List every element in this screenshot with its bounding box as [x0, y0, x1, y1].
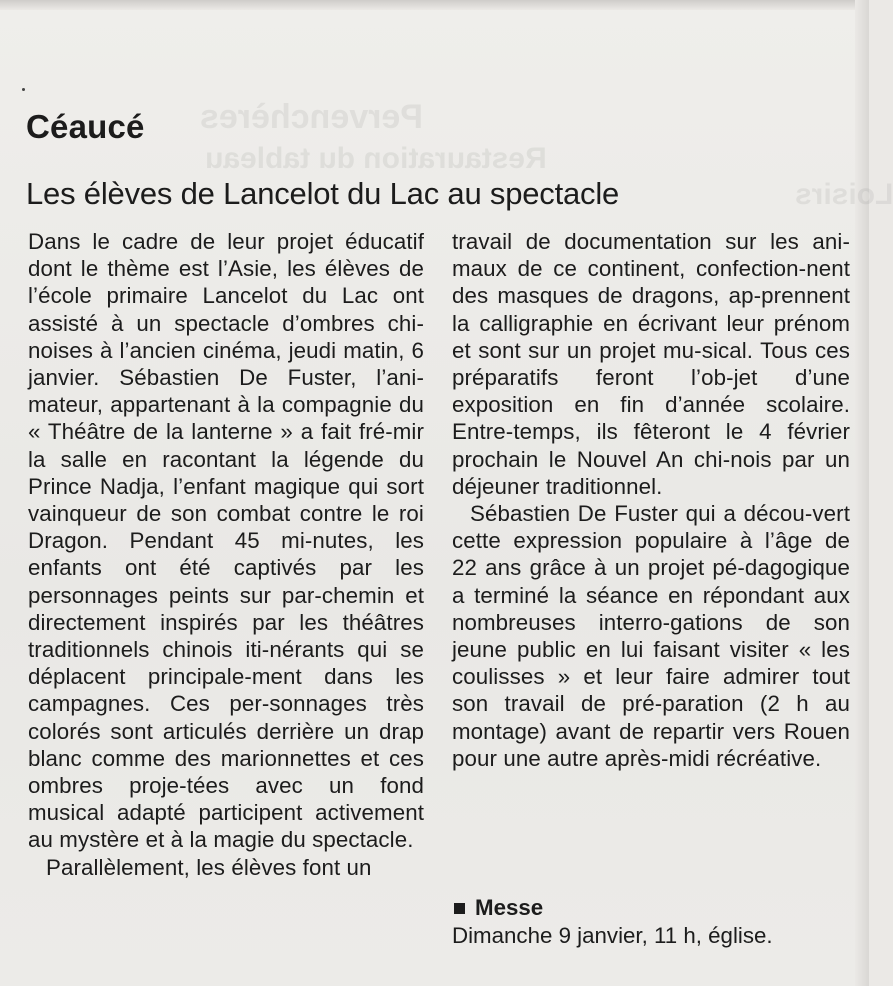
notice-box	[452, 894, 850, 950]
locality-heading: Céaucé	[26, 108, 145, 145]
article-paragraph: Sébastien De Fuster qui a décou-vert cette expression populaire à l’âge de 22 ans grâce à un projet pé-dagogique a terminé la séance en répondant aux nombreuses interro-gations de son jeune public en lui faisant visiter « les coulisses » et leur faire admirer tout son travail de pré-paration (2 h au montage) avant de repartir vers Rouen pour une autre après-midi récréative.	[452, 501, 850, 771]
bleed-through-text: Pervenchères	[200, 98, 424, 136]
scan-edge-right	[855, 0, 869, 986]
bleed-through-text: Restauration du tableau	[205, 142, 547, 175]
print-speck	[22, 88, 25, 91]
notice-text: Dimanche 9 janvier, 11 h, église.	[452, 923, 773, 948]
notice-heading	[452, 894, 850, 922]
article-paragraph: Parallèlement, les élèves font un	[46, 854, 372, 880]
article-paragraph: travail de documentation sur les ani-maux de ce continent, confection-nent des masques de dragons, ap-prennent la calligraphie en écrivant leur prénom et sont sur un projet mu-sical. Tous ces préparatifs feront l’ob-jet d’une exposition en fin d’année scolaire. Entre-temps, ils fêteront le 4 février prochain le Nouvel An chi-nois par un déjeuner traditionnel.	[452, 229, 850, 499]
square-bullet-icon	[454, 903, 465, 914]
bleed-through-text: Loisirs	[795, 178, 893, 211]
article-column-right	[452, 228, 850, 772]
article-headline: Les élèves de Lancelot du Lac au spectacle	[26, 176, 620, 211]
notice-title: Messe	[475, 895, 544, 920]
article-paragraph: Dans le cadre de leur projet éducatif dont le thème est l’Asie, les élèves de l’école primaire Lancelot du Lac ont assisté à un spectacle d’ombres chi-noises à l’ancien cinéma, jeudi matin, 6 janvier. Sébastien De Fuster, l’ani-mateur, appartenant à la compagnie du « Théâtre de la lanterne » a fait fré-mir la salle en racontant la légende du Prince Nadja, l’enfant magique qui sort vainqueur de son combat contre le roi Dragon. Pendant 45 mi-nutes, les enfants ont été captivés par les personnages peints sur par-chemin et directement inspirés par les théâtres traditionnels chinois iti-nérants qui se déplacent principale-ment dans les campagnes. Ces per-sonnages très colorés sont articulés derrière un drap blanc comme des marionnettes et ces ombres proje-tées avec un fond musical adapté participent activement au mystère et à la magie du spectacle.	[28, 229, 424, 853]
scan-edge-top	[0, 0, 869, 10]
article-column-left	[28, 228, 424, 881]
